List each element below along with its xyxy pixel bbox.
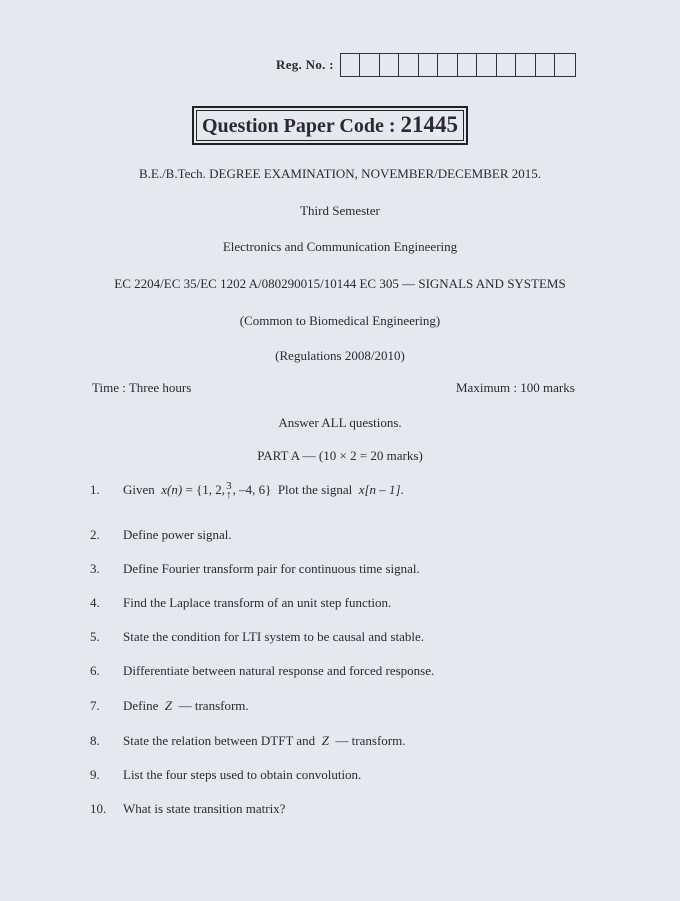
question-2 [90,527,232,543]
reg-no-box [536,54,556,76]
question-8 [90,733,405,749]
reg-no-box [477,54,497,76]
reg-no-box [458,54,478,76]
part-a-heading: PART A — (10 × 2 = 20 marks) [257,448,423,463]
question-text: Find the Laplace transform of an unit step function. [123,595,392,610]
question-text: State the relation between DTFT and Z — transform. [123,733,406,748]
question-text: What is state transition matrix? [123,801,286,816]
question-7 [90,698,249,714]
question-paper-code: 21445 [400,112,459,137]
reg-no-label: Reg. No. : [276,57,334,72]
question-text: Define Z — transform. [123,698,249,713]
branch: Electronics and Communication Engineering [222,239,458,254]
question-6 [90,663,434,679]
time-label: Time : Three hours [92,380,192,395]
question-5 [90,629,424,645]
common-note: (Common to Biomedical Engineering) [239,313,441,328]
question-3 [90,561,420,577]
regulations: (Regulations 2008/2010) [275,348,405,363]
question-number: 2. [90,527,100,542]
question-number: 5. [90,629,100,644]
reg-no-boxes [340,53,576,77]
reg-no-box [360,54,380,76]
question-number: 4. [90,595,100,610]
reg-no-box [516,54,536,76]
question-paper-code-label: Question Paper Code : [202,115,396,137]
question-1 [90,482,404,500]
question-10 [90,801,285,817]
question-text: Define Fourier transform pair for continuous time signal. [123,561,420,576]
degree-line: B.E./B.Tech. DEGREE EXAMINATION, NOVEMBER/DECEMBER 2015. [138,166,542,181]
question-4 [90,595,391,611]
question-text: Differentiate between natural response and forced response. [123,663,435,678]
question-text: Given x(n) = {1, 2,3 ↑, –4, 6} Plot the signal x[n – 1]. [123,480,404,502]
question-paper-code-box [192,106,468,145]
question-text: Define power signal. [123,527,232,542]
reg-no-box [497,54,517,76]
reg-no-box [380,54,400,76]
reg-no-block [276,53,576,77]
question-number: 8. [90,733,100,748]
question-number: 3. [90,561,100,576]
reg-no-box [341,54,361,76]
reg-no-box [399,54,419,76]
reg-no-box [419,54,439,76]
subject: EC 2204/EC 35/EC 1202 A/080290015/10144 EC 305 — SIGNALS AND SYSTEMS [114,276,566,291]
origin-marker: 3 ↑ [226,480,232,502]
question-text: State the condition for LTI system to be causal and stable. [123,629,424,644]
semester: Third Semester [300,203,380,218]
reg-no-box [438,54,458,76]
instruction: Answer ALL questions. [278,415,402,430]
question-number: 6. [90,663,100,678]
question-number: 7. [90,698,100,713]
max-marks-label: Maximum : 100 marks [456,380,575,395]
question-number: 9. [90,767,100,782]
question-number: 1. [90,482,100,497]
reg-no-box [555,54,575,76]
up-arrow-icon: ↑ [226,489,232,502]
question-9 [90,767,361,783]
question-number: 10. [90,801,107,816]
question-text: List the four steps used to obtain convolution. [123,767,362,782]
